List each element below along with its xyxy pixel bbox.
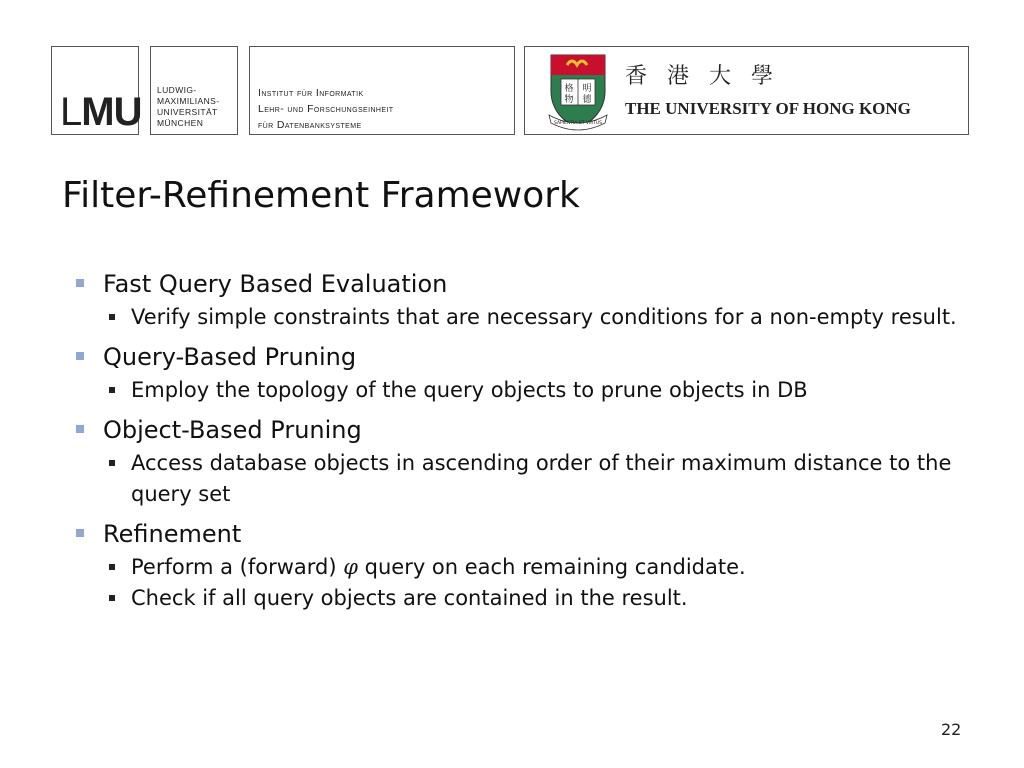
- institute-box: [249, 46, 515, 135]
- square-bullet-icon: [109, 595, 115, 601]
- square-bullet-icon: [76, 529, 84, 537]
- lmu-name-box: [150, 46, 238, 135]
- crest-motto: SAPIENTIA ET VIRTUS: [554, 121, 602, 126]
- lmu-logo-box: [51, 46, 142, 135]
- crest-char-4: 德: [582, 95, 592, 105]
- hku-english-name: THE UNIVERSITY OF HONG KONG: [625, 99, 911, 118]
- crest-char-1: 格: [564, 84, 574, 94]
- sub-bullet-verify-constraints: Verify simple constraints that are necessary conditions for a non-empty result.: [0, 302, 1024, 333]
- hku-chinese-name: 香港大學: [625, 64, 794, 89]
- phi-symbol: φ: [343, 555, 358, 579]
- square-bullet-icon: [109, 314, 115, 320]
- lmu-logo: LMU: [60, 90, 142, 134]
- sub-bullet-access-database: Access database objects in ascending order of their maximum distance to the query set: [0, 448, 1024, 510]
- slide-content: [0, 266, 1024, 614]
- bullet-refinement: Refinement: [0, 516, 1024, 552]
- crest-char-3: 物: [564, 95, 574, 105]
- lmu-university-name: LUDWIG- MAXIMILIANS- UNIVERSITÄT MÜNCHEN: [157, 85, 220, 128]
- square-bullet-icon: [109, 387, 115, 393]
- slide-title: Filter-Refinement Framework: [62, 175, 580, 216]
- sub-bullet-employ-topology: Employ the topology of the query objects to prune objects in DB: [0, 375, 1024, 406]
- crest-char-2: 明: [582, 84, 592, 94]
- institute-name: Institut für Informatik Lehr- und Forschungseinheit für Datenbanksysteme: [258, 87, 394, 131]
- square-bullet-icon: [76, 279, 84, 287]
- bullet-object-based-pruning: Object-Based Pruning: [0, 412, 1024, 448]
- square-bullet-icon: [109, 564, 115, 570]
- hku-crest-icon: [545, 51, 611, 131]
- square-bullet-icon: [76, 352, 84, 360]
- sub-bullet-check-contained: Check if all query objects are contained in the result.: [0, 583, 1024, 614]
- page-number: 22: [941, 720, 962, 739]
- sub-bullet-perform-query: Perform a (forward) φ query on each remaining candidate.: [0, 552, 1024, 583]
- bullet-query-based-pruning: Query-Based Pruning: [0, 339, 1024, 375]
- square-bullet-icon: [109, 460, 115, 466]
- square-bullet-icon: [76, 425, 84, 433]
- bullet-fast-query: Fast Query Based Evaluation: [0, 266, 1024, 302]
- hku-logo-box: [524, 46, 969, 135]
